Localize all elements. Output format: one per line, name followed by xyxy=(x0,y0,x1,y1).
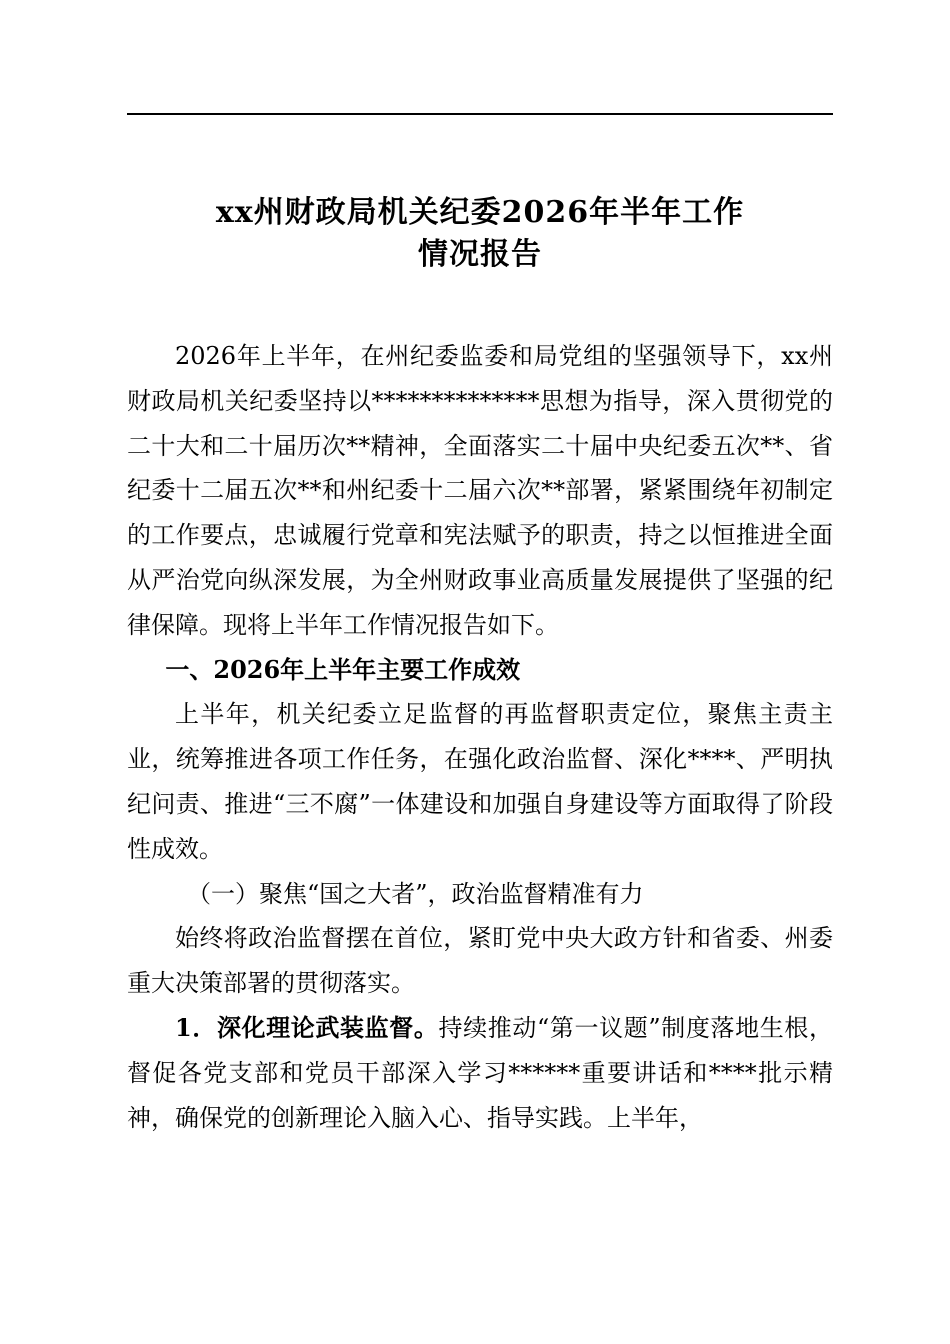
document-body xyxy=(127,334,833,1140)
item-1-paragraph xyxy=(127,1006,833,1140)
title-line-1: xx州财政局机关纪委2026年半年工作 xyxy=(215,195,745,230)
title-line-2: 情况报告 xyxy=(418,237,542,272)
document-title xyxy=(127,192,833,276)
item-1-title: 1．深化理论武装监督。 xyxy=(175,1012,439,1042)
subsection-heading-1: （一）聚焦“国之大者”，政治监督精准有力 xyxy=(187,879,644,908)
header-rule xyxy=(127,113,833,115)
intro-paragraph: 2026年上半年，在州纪委监委和局党组的坚强领导下，xx州财政局机关纪委坚持以**************思想为指导，深入贯彻党的二十大和二十届历次**精神，全面落实二十届中央纪委五次**、省纪委十二届五次**和州纪委十二届六次**部署，紧紧围绕年初制定的工作要点，忠诚履行党章和宪法赋予的职责，持之以恒推进全面从严治党向纵深发展，为全州财政事业高质量发展提供了坚强的纪律保障。现将上半年工作情况报告如下。 xyxy=(127,342,833,639)
subsection-intro-paragraph: 始终将政治监督摆在首位，紧盯党中央大政方针和省委、州委重大决策部署的贯彻落实。 xyxy=(127,924,833,998)
section-heading-1: 一、2026年上半年主要工作成效 xyxy=(165,654,521,684)
summary-paragraph: 上半年，机关纪委立足监督的再监督职责定位，聚焦主责主业，统筹推进各项工作任务，在强化政治监督、深化****、严明执纪问责、推进“三不腐”一体建设和加强自身建设等方面取得了阶段性成效。 xyxy=(127,700,833,863)
item-1-text: 持续推动“第一议题”制度落地生根，督促各党支部和党员干部深入学习******重要讲话和****批示精神，确保党的创新理论入脑入心、指导实践。上半年， xyxy=(127,1013,833,1132)
